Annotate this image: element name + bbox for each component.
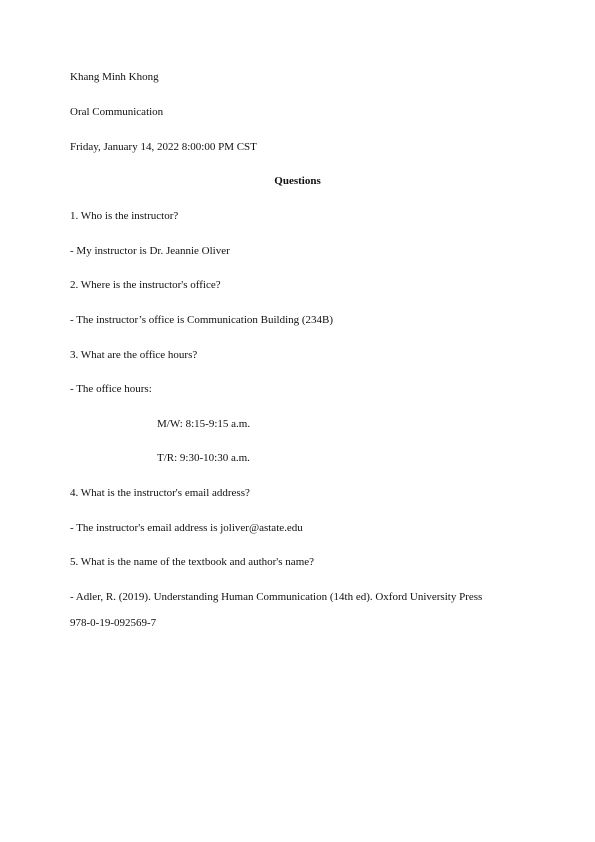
office-hours-tr: T/R: 9:30-10:30 a.m.	[157, 452, 250, 464]
question-2: 2. Where is the instructor's office?	[70, 279, 221, 291]
answer-2: - The instructor’s office is Communication Building (234B)	[70, 314, 334, 326]
question-4: 4. What is the instructor's email address?	[70, 487, 250, 499]
submission-date: Friday, January 14, 2022 8:00:00 PM CST	[70, 141, 257, 153]
student-name: Khang Minh Khong	[70, 71, 159, 83]
answer-3: - The office hours:	[70, 383, 152, 395]
textbook-isbn: 978-0-19-092569-7	[70, 617, 157, 629]
office-hours-mw: M/W: 8:15-9:15 a.m.	[157, 418, 251, 430]
answer-4: - The instructor's email address is joliver@astate.edu	[70, 522, 303, 534]
question-1: 1. Who is the instructor?	[70, 210, 179, 222]
question-5: 5. What is the name of the textbook and author's name?	[70, 556, 315, 568]
question-3: 3. What are the office hours?	[70, 349, 198, 361]
answer-1: - My instructor is Dr. Jeannie Oliver	[70, 245, 230, 257]
course-name: Oral Communication	[70, 106, 164, 118]
page-title: Questions	[274, 175, 321, 187]
answer-5: - Adler, R. (2019). Understanding Human Communication (14th ed). Oxford University Press	[70, 591, 483, 603]
